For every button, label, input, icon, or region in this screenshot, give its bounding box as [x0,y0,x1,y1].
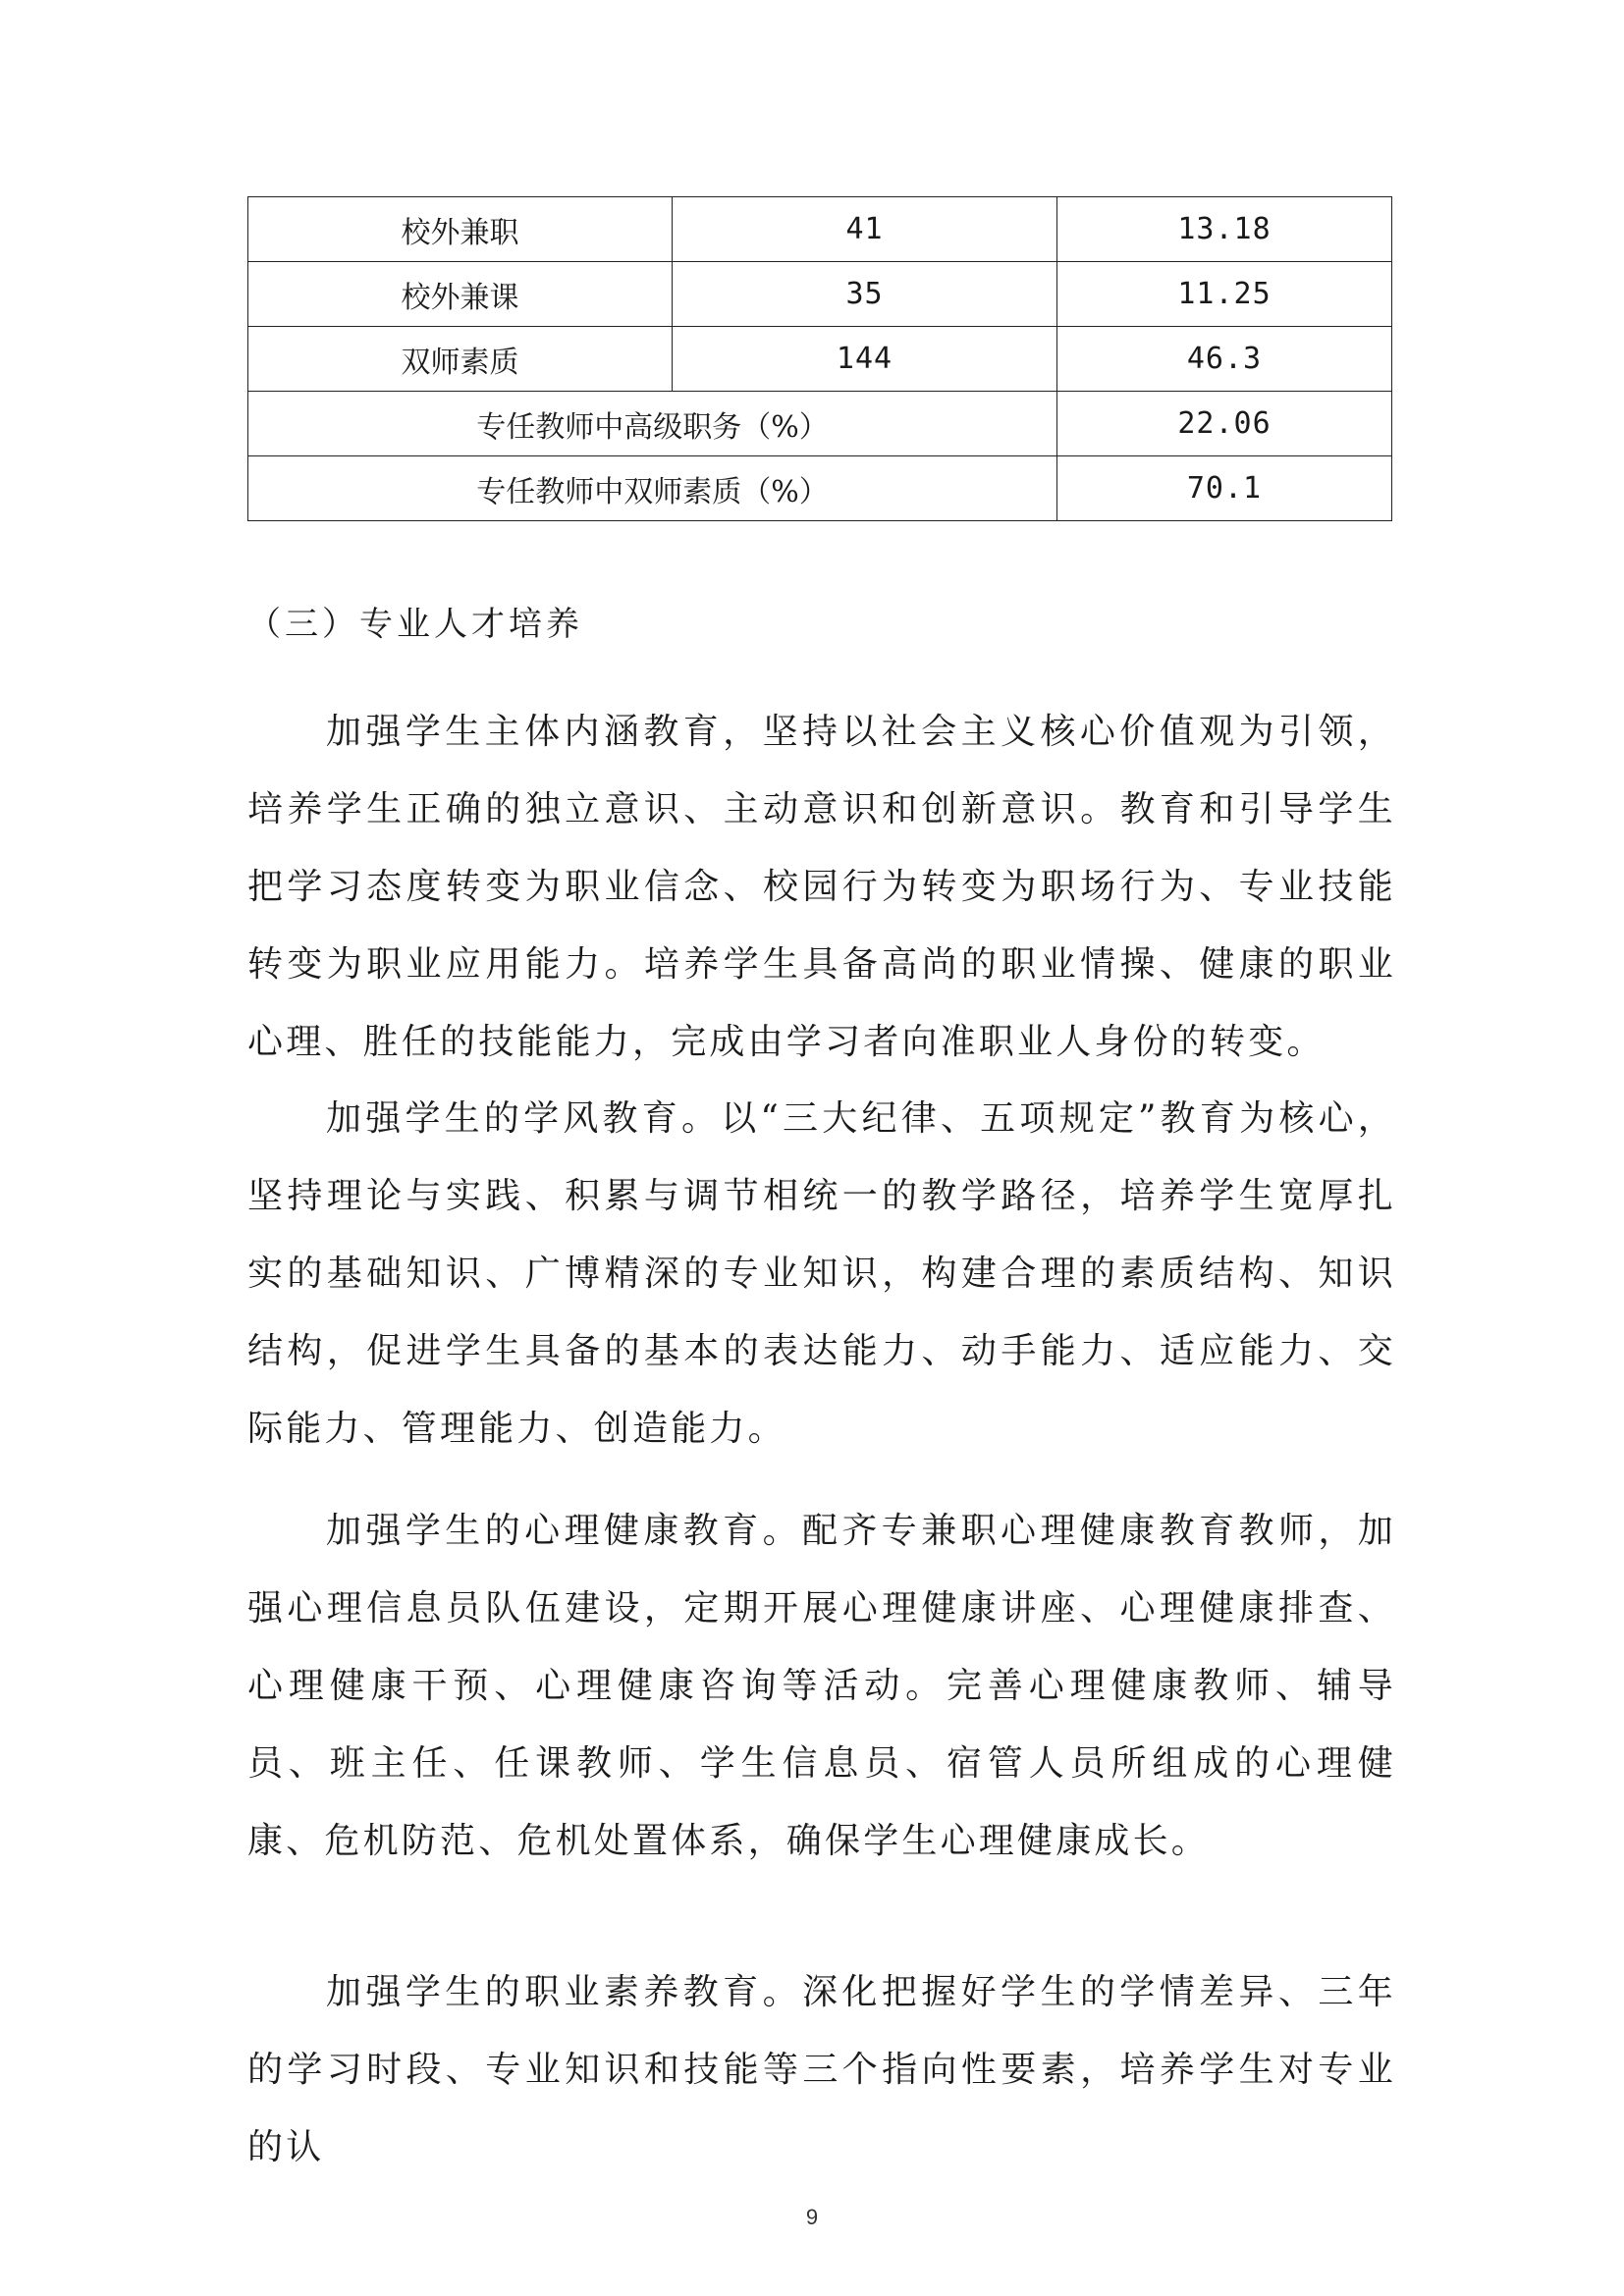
row-percent: 11.25 [1057,262,1392,327]
row-percent: 13.18 [1057,197,1392,262]
row-count: 41 [673,197,1057,262]
page-number: 9 [805,2205,819,2229]
row-percent: 46.3 [1057,327,1392,392]
row-label: 双师素质 [248,327,673,392]
body-paragraph: 加强学生主体内涵教育，坚持以社会主义核心价值观为引领，培养学生正确的独立意识、主动意识和创新意识。教育和引导学生把学习态度转变为职业信念、校园行为转变为职场行为、专业技能转变为职业应用能力。培养学生具备高尚的职业情操、健康的职业心理、胜任的技能能力，完成由学习者向准职业人身份的转变。 [247,712,1396,1062]
table-summary-row [248,392,1392,456]
body-paragraph: 加强学生的职业素养教育。深化把握好学生的学情差异、三年的学习时段、专业知识和技能等三个指向性要素，培养学生对专业的认 [247,1972,1396,2167]
teacher-stats-table [247,196,1392,521]
table-summary-row [248,456,1392,521]
summary-value: 70.1 [1057,456,1392,521]
table-row [248,262,1392,327]
summary-value: 22.06 [1057,392,1392,456]
summary-label: 专任教师中高级职务（%） [248,392,1057,456]
summary-label: 专任教师中双师素质（%） [248,456,1057,521]
table-row [248,327,1392,392]
section-heading: （三）专业人才培养 [247,605,583,644]
body-paragraph: 加强学生的学风教育。以“三大纪律、五项规定”教育为核心，坚持理论与实践、积累与调节相统一的教学路径，培养学生宽厚扎实的基础知识、广博精深的专业知识，构建合理的素质结构、知识结构，促进学生具备的基本的表达能力、动手能力、适应能力、交际能力、管理能力、创造能力。 [247,1098,1396,1449]
row-label: 校外兼职 [248,197,673,262]
body-paragraph: 加强学生的心理健康教育。配齐专兼职心理健康教育教师，加强心理信息员队伍建设，定期开展心理健康讲座、心理健康排查、心理健康干预、心理健康咨询等活动。完善心理健康教师、辅导员、班主任、任课教师、学生信息员、宿管人员所组成的心理健康、危机防范、危机处置体系，确保学生心理健康成长。 [247,1511,1396,1861]
row-count: 35 [673,262,1057,327]
table-row [248,197,1392,262]
row-label: 校外兼课 [248,262,673,327]
row-count: 144 [673,327,1057,392]
